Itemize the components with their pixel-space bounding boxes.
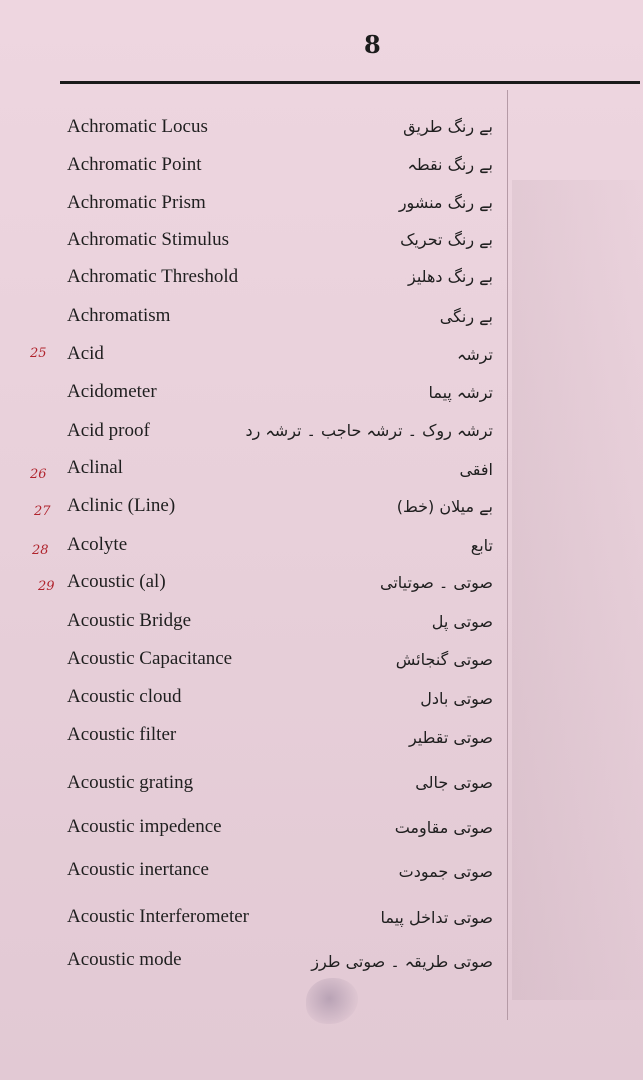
handwritten-annotation: 29 <box>38 579 55 594</box>
english-term: Acid <box>67 343 104 364</box>
urdu-term: صوتی بادل <box>420 689 493 708</box>
english-term: Achromatic Prism <box>67 192 206 213</box>
urdu-term: صوتی گنجائش <box>395 650 493 669</box>
urdu-term: صوتی تقطیر <box>408 728 493 747</box>
urdu-term: ترشہ روک ۔ ترشہ حاجب ۔ ترشہ رد <box>245 421 493 440</box>
urdu-term: صوتی طریقہ ۔ صوتی طرز <box>311 952 493 971</box>
column-divider <box>507 90 508 1020</box>
english-term: Achromatism <box>67 305 171 326</box>
english-term: Achromatic Locus <box>67 116 208 137</box>
english-term: Acoustic Bridge <box>67 610 192 631</box>
urdu-term: افقی <box>459 460 493 479</box>
urdu-term: تابع <box>470 536 493 555</box>
urdu-term: صوتی تداخل پیما <box>380 908 493 927</box>
english-term: Acolyte <box>67 534 128 555</box>
urdu-term: صوتی جالی <box>415 773 493 792</box>
english-term: Acoustic inertance <box>67 859 209 880</box>
urdu-term: بے رنگی <box>439 307 493 326</box>
english-term: Acoustic grating <box>67 772 194 793</box>
english-term: Acidometer <box>67 381 157 402</box>
handwritten-annotation: 25 <box>30 346 47 361</box>
english-term: Achromatic Point <box>67 154 202 175</box>
urdu-term: ترشہ پیما <box>428 383 493 402</box>
english-term: Acoustic (al) <box>67 571 166 592</box>
english-term: Acoustic Capacitance <box>67 648 233 669</box>
english-term: Aclinal <box>67 457 123 478</box>
handwritten-annotation: 28 <box>32 543 49 558</box>
ink-stain <box>306 978 358 1024</box>
english-term: Acoustic Interferometer <box>67 906 249 927</box>
urdu-term: بے رنگ دھلیز <box>407 267 493 286</box>
english-term: Acoustic mode <box>67 949 182 970</box>
urdu-term: صوتی مقاومت <box>394 818 493 837</box>
english-term: Acoustic filter <box>67 724 177 745</box>
header-rule <box>60 81 640 84</box>
english-term: Aclinic (Line) <box>67 495 176 516</box>
urdu-term: صوتی جمودت <box>398 862 493 881</box>
urdu-term: ترشہ <box>456 345 493 364</box>
english-term: Achromatic Threshold <box>67 266 239 287</box>
english-term: Acid proof <box>67 420 150 441</box>
urdu-term: بے رنگ نقطہ <box>407 155 493 174</box>
english-term: Achromatic Stimulus <box>67 229 230 250</box>
urdu-term: بے رنگ تحریک <box>400 230 493 249</box>
handwritten-annotation: 27 <box>34 504 51 519</box>
urdu-term: بے میلان (خط) <box>396 497 493 516</box>
urdu-term: صوتی پل <box>431 612 493 631</box>
urdu-term: بے رنگ منشور <box>398 193 493 212</box>
urdu-term: صوتی ۔ صوتیاتی <box>380 573 493 592</box>
english-term: Acoustic cloud <box>67 686 182 707</box>
english-term: Acoustic impedence <box>67 816 222 837</box>
handwritten-annotation: 26 <box>30 467 47 482</box>
urdu-term: بے رنگ طریق <box>403 117 493 136</box>
page-number: 8 <box>364 30 381 59</box>
bleed-through-column <box>512 180 643 1000</box>
